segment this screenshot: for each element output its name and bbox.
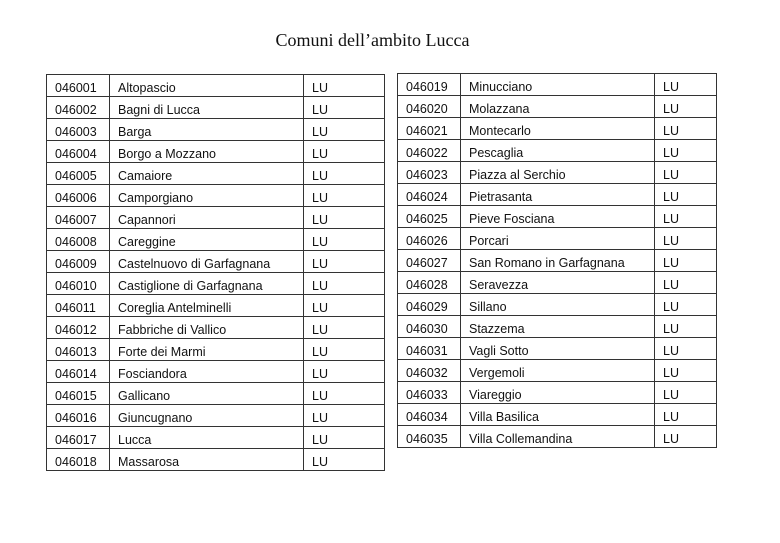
comune-name-cell: Piazza al Serchio [461,162,655,184]
province-cell: LU [304,185,385,207]
province-cell: LU [304,251,385,273]
province-cell: LU [655,426,717,448]
comune-code-cell: 046024 [398,184,461,206]
province-cell: LU [304,427,385,449]
table-row [47,229,385,251]
comune-code-cell: 046035 [398,426,461,448]
comune-name-cell: Altopascio [110,75,304,97]
table-row [47,251,385,273]
table-row [398,228,717,250]
province-cell: LU [655,316,717,338]
table-row [47,119,385,141]
comune-name-cell: Pieve Fosciana [461,206,655,228]
table-row [398,404,717,426]
comune-name-cell: Fosciandora [110,361,304,383]
comune-name-cell: Borgo a Mozzano [110,141,304,163]
comune-name-cell: Castelnuovo di Garfagnana [110,251,304,273]
table-row [47,207,385,229]
province-cell: LU [304,207,385,229]
comune-code-cell: 046022 [398,140,461,162]
table-row [47,339,385,361]
table-row [47,383,385,405]
province-cell: LU [304,163,385,185]
comune-code-cell: 046032 [398,360,461,382]
comuni-table-right-body [398,74,717,448]
comune-code-cell: 046017 [47,427,110,449]
comune-code-cell: 046007 [47,207,110,229]
comune-code-cell: 046030 [398,316,461,338]
province-cell: LU [655,272,717,294]
comune-name-cell: Molazzana [461,96,655,118]
province-cell: LU [655,118,717,140]
table-row [47,405,385,427]
comune-code-cell: 046008 [47,229,110,251]
province-cell: LU [655,382,717,404]
comune-name-cell: Sillano [461,294,655,316]
comune-name-cell: Bagni di Lucca [110,97,304,119]
comuni-table-left-body [47,75,385,471]
province-cell: LU [304,383,385,405]
comune-name-cell: Seravezza [461,272,655,294]
table-row [398,250,717,272]
table-row [47,163,385,185]
comune-code-cell: 046004 [47,141,110,163]
comune-name-cell: Camaiore [110,163,304,185]
province-cell: LU [655,96,717,118]
province-cell: LU [304,97,385,119]
comune-name-cell: Barga [110,119,304,141]
comune-code-cell: 046019 [398,74,461,96]
comune-name-cell: Careggine [110,229,304,251]
province-cell: LU [655,228,717,250]
table-row [398,382,717,404]
comune-code-cell: 046013 [47,339,110,361]
comune-name-cell: Forte dei Marmi [110,339,304,361]
province-cell: LU [304,405,385,427]
province-cell: LU [655,140,717,162]
table-row [47,361,385,383]
comune-code-cell: 046015 [47,383,110,405]
province-cell: LU [655,404,717,426]
province-cell: LU [304,317,385,339]
province-cell: LU [655,74,717,96]
comune-code-cell: 046010 [47,273,110,295]
comune-code-cell: 046020 [398,96,461,118]
comune-code-cell: 046014 [47,361,110,383]
comune-name-cell: Capannori [110,207,304,229]
comune-name-cell: Stazzema [461,316,655,338]
table-row [398,360,717,382]
comune-name-cell: Porcari [461,228,655,250]
comune-code-cell: 046009 [47,251,110,273]
comune-name-cell: Pietrasanta [461,184,655,206]
table-row [398,316,717,338]
comune-code-cell: 046031 [398,338,461,360]
comune-name-cell: Lucca [110,427,304,449]
table-row [398,162,717,184]
table-row [47,97,385,119]
table-row [47,295,385,317]
comune-code-cell: 046026 [398,228,461,250]
comuni-table-left [46,74,385,471]
province-cell: LU [304,295,385,317]
table-row [398,118,717,140]
table-row [398,184,717,206]
province-cell: LU [655,338,717,360]
table-row [398,426,717,448]
table-row [398,140,717,162]
province-cell: LU [304,339,385,361]
comune-code-cell: 046018 [47,449,110,471]
comune-name-cell: Massarosa [110,449,304,471]
comune-code-cell: 046001 [47,75,110,97]
comune-name-cell: Camporgiano [110,185,304,207]
comune-code-cell: 046003 [47,119,110,141]
comune-name-cell: Montecarlo [461,118,655,140]
comune-code-cell: 046005 [47,163,110,185]
comuni-table-right [397,73,717,448]
province-cell: LU [655,184,717,206]
province-cell: LU [304,361,385,383]
comune-name-cell: Fabbriche di Vallico [110,317,304,339]
comune-name-cell: San Romano in Garfagnana [461,250,655,272]
table-row [398,294,717,316]
comune-code-cell: 046002 [47,97,110,119]
comune-code-cell: 046028 [398,272,461,294]
comune-code-cell: 046023 [398,162,461,184]
province-cell: LU [655,360,717,382]
table-row [398,272,717,294]
table-row [47,427,385,449]
page-title: Comuni dell’ambito Lucca [275,30,470,50]
province-cell: LU [655,162,717,184]
province-cell: LU [655,294,717,316]
comune-name-cell: Castiglione di Garfagnana [110,273,304,295]
comune-code-cell: 046027 [398,250,461,272]
comune-code-cell: 046006 [47,185,110,207]
comune-code-cell: 046034 [398,404,461,426]
comune-name-cell: Giuncugnano [110,405,304,427]
comune-code-cell: 046011 [47,295,110,317]
table-row [398,338,717,360]
comune-name-cell: Coreglia Antelminelli [110,295,304,317]
comune-name-cell: Viareggio [461,382,655,404]
province-cell: LU [655,206,717,228]
comune-code-cell: 046025 [398,206,461,228]
table-row [47,141,385,163]
table-row [47,273,385,295]
comune-name-cell: Villa Collemandina [461,426,655,448]
comune-code-cell: 046012 [47,317,110,339]
table-row [398,206,717,228]
comune-name-cell: Minucciano [461,74,655,96]
province-cell: LU [655,250,717,272]
table-row [47,449,385,471]
comune-code-cell: 046016 [47,405,110,427]
province-cell: LU [304,141,385,163]
comune-name-cell: Villa Basilica [461,404,655,426]
comune-name-cell: Vagli Sotto [461,338,655,360]
province-cell: LU [304,449,385,471]
comune-name-cell: Vergemoli [461,360,655,382]
table-row [398,74,717,96]
comune-code-cell: 046029 [398,294,461,316]
province-cell: LU [304,119,385,141]
table-row [47,75,385,97]
comune-name-cell: Pescaglia [461,140,655,162]
province-cell: LU [304,229,385,251]
province-cell: LU [304,75,385,97]
comune-name-cell: Gallicano [110,383,304,405]
comune-code-cell: 046021 [398,118,461,140]
table-row [47,317,385,339]
province-cell: LU [304,273,385,295]
table-row [47,185,385,207]
table-row [398,96,717,118]
comune-code-cell: 046033 [398,382,461,404]
